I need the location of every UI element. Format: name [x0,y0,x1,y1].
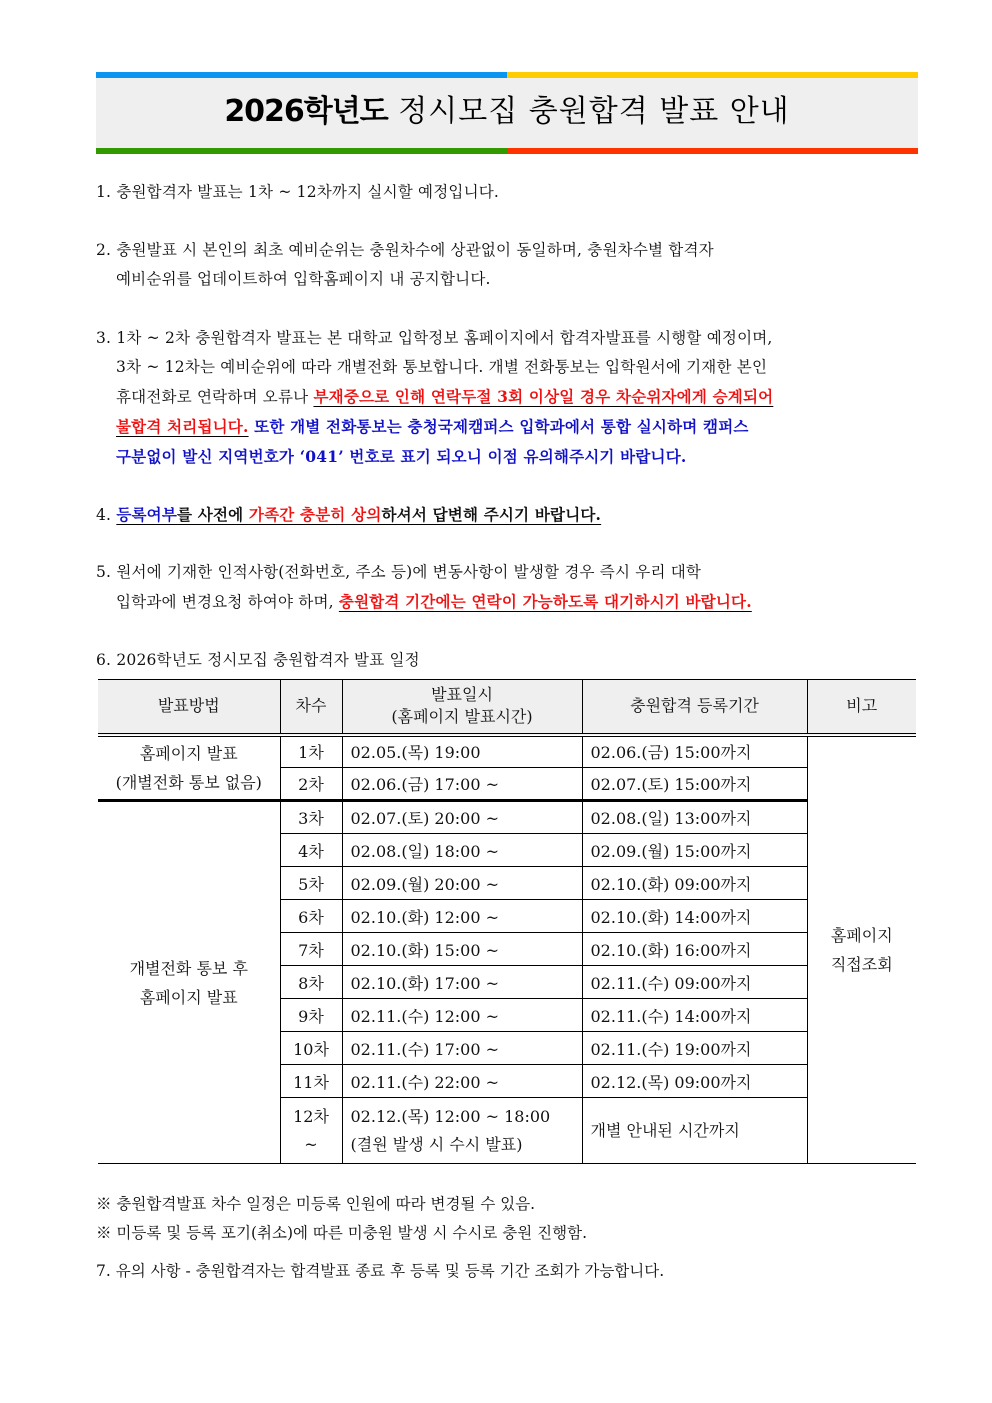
round-cell [280,1098,342,1164]
item-2-line-2: 예비순위를 업데이트하여 입학홈페이지 내 공지합니다. [116,270,491,288]
period-cell: 02.12.(목) 09:00까지 [582,1065,807,1098]
period-cell: 02.11.(수) 14:00까지 [582,999,807,1032]
item-5 [96,558,926,617]
date-cell: 02.11.(수) 17:00 ~ [342,1032,582,1065]
date-cell: 02.10.(화) 17:00 ~ [342,966,582,999]
period-cell: 02.09.(월) 15:00까지 [582,834,807,867]
date-cell: 02.06.(금) 17:00 ~ [342,768,582,801]
period-cell: 02.07.(토) 15:00까지 [582,768,807,801]
item-3-line-3 [96,382,926,412]
method-group-1 [98,735,280,801]
item-4-text [116,505,601,524]
title-rest: 정시모집 충원합격 발표 안내 [398,94,790,129]
group-2-line-2: 홈페이지 발표 [139,987,238,1007]
table-row [98,801,916,834]
round-cell: 6차 [280,900,342,933]
notes [96,1190,664,1286]
round-cell: 8차 [280,966,342,999]
date-cell: 02.09.(월) 20:00 ~ [342,867,582,900]
round-cell: 3차 [280,801,342,834]
item-4-blue: 등록여부 [116,505,178,524]
item-5-warning-red: 충원합격 기간에는 연락이 가능하도록 대기하시기 바랍니다. [338,592,752,611]
note-2: ※ 미등록 및 등록 포기(취소)에 따른 미충원 발생 시 수시로 충원 진행함. [96,1224,587,1242]
round-cell: 1차 [280,735,342,768]
item-4-a: 를 사전에 [177,505,249,524]
method-group-2 [98,801,280,1164]
item-3-campus-note-blue: 또한 개별 전화통보는 충청국제캠퍼스 입학과에서 통합 실시하며 캠퍼스 [248,417,749,436]
round-cell: 9차 [280,999,342,1032]
date-cell: 02.11.(수) 12:00 ~ [342,999,582,1032]
period-cell: 개별 안내된 시간까지 [582,1098,807,1164]
date-cell: 02.05.(목) 19:00 [342,735,582,768]
remark-line-2: 직접조회 [830,954,893,974]
remark-cell [807,735,916,1164]
date-line-1: 02.12.(목) 12:00 ~ 18:00 [350,1106,551,1126]
item-1 [96,178,926,207]
period-cell: 02.10.(화) 16:00까지 [582,933,807,966]
item-3-line-2: 3차 ~ 12차는 예비순위에 따라 개별전화 통보합니다. 개별 전화통보는 입학원서에 기재한 본인 [116,358,768,376]
item-4-b: 하셔서 답변해 주시기 바랍니다. [381,505,602,524]
group-1-line-2: (개별전화 통보 없음) [115,772,262,792]
date-line-2: (결원 발생 시 수시 발표) [350,1134,523,1154]
period-cell: 02.08.(일) 13:00까지 [582,801,807,834]
item-5-line-1: 5. 원서에 기재한 인적사항(전화번호, 주소 등)에 변동사항이 발생할 경우 즉시 우리 대학 [96,563,702,581]
title-bar-top-right [507,72,918,78]
period-cell: 02.11.(수) 19:00까지 [582,1032,807,1065]
date-cell: 02.10.(화) 15:00 ~ [342,933,582,966]
round-cell: 2차 [280,768,342,801]
title-year: 2026학년도 [224,94,388,129]
item-2-line-1: 2. 충원발표 시 본인의 최초 예비순위는 충원차수에 상관없이 동일하며, 충원차수별 합격자 [96,241,714,259]
group-2-line-1: 개별전화 통보 후 [129,958,248,978]
item-4 [96,500,926,530]
date-cell: 02.08.(일) 18:00 ~ [342,834,582,867]
date-cell: 02.07.(토) 20:00 ~ [342,801,582,834]
title-banner [96,72,918,154]
title-bar-top-left [96,72,507,78]
item-5-line-2-plain: 입학과에 변경요청 하여야 하며, [116,593,339,611]
remark-line-1: 홈페이지 [830,925,893,945]
item-6 [96,646,926,675]
item-7: 7. 유의 사항 - 충원합격자는 합격발표 종료 후 등록 및 등록 기간 조회가 가능합니다. [96,1262,665,1280]
title-bar-bottom-left [96,148,507,154]
round-cell: 11차 [280,1065,342,1098]
header-date [342,680,582,735]
round-cell: 4차 [280,834,342,867]
item-3 [96,324,926,471]
item-5-line-2 [96,587,926,617]
group-1-line-1: 홈페이지 발표 [139,743,238,763]
header-remark: 비고 [807,680,916,735]
item-4-number: 4. [96,506,117,524]
item-3-line-5-blue: 구분없이 발신 지역번호가 ‘041’ 번호로 표기 되오니 이점 유의해주시기 바랍니다. [116,447,687,466]
round-line-2: ~ [304,1134,318,1154]
round-line-1: 12차 [293,1106,329,1126]
table-row [98,735,916,768]
header-date-line-1: 발표일시 [431,685,493,705]
item-6-heading: 6. 2026학년도 정시모집 충원합격자 발표 일정 [96,651,420,669]
round-cell: 5차 [280,867,342,900]
item-3-disqualify-red: 불합격 처리됩니다. [116,417,249,436]
header-date-line-2: (홈페이지 발표시간) [391,707,533,727]
period-cell: 02.11.(수) 09:00까지 [582,966,807,999]
item-3-line-4 [96,412,926,442]
period-cell: 02.06.(금) 15:00까지 [582,735,807,768]
period-cell: 02.10.(화) 14:00까지 [582,900,807,933]
date-cell [342,1098,582,1164]
item-4-red: 가족간 충분히 상의 [248,505,382,524]
item-3-line-3-plain: 휴대전화로 연락하며 오류나 [116,388,314,406]
title-bar-bottom-right [507,148,918,154]
header-period: 충원합격 등록기간 [582,680,807,735]
item-2 [96,236,926,294]
round-cell: 7차 [280,933,342,966]
table-header-row [98,680,916,735]
header-round: 차수 [280,680,342,735]
item-3-warning-red: 부재중으로 인해 연락두절 3회 이상일 경우 차순위자에게 승계되어 [313,387,774,406]
round-cell: 10차 [280,1032,342,1065]
item-1-text: 1. 충원합격자 발표는 1차 ~ 12차까지 실시할 예정입니다. [96,183,500,201]
date-cell: 02.11.(수) 22:00 ~ [342,1065,582,1098]
date-cell: 02.10.(화) 12:00 ~ [342,900,582,933]
schedule-table [98,679,916,1164]
note-1: ※ 충원합격발표 차수 일정은 미등록 인원에 따라 변경될 수 있음. [96,1195,536,1213]
page-title [96,92,918,132]
period-cell: 02.10.(화) 09:00까지 [582,867,807,900]
item-3-line-1: 3. 1차 ~ 2차 충원합격자 발표는 본 대학교 입학정보 홈페이지에서 합격자발표를 시행할 예정이며, [96,329,773,347]
header-method: 발표방법 [98,680,280,735]
